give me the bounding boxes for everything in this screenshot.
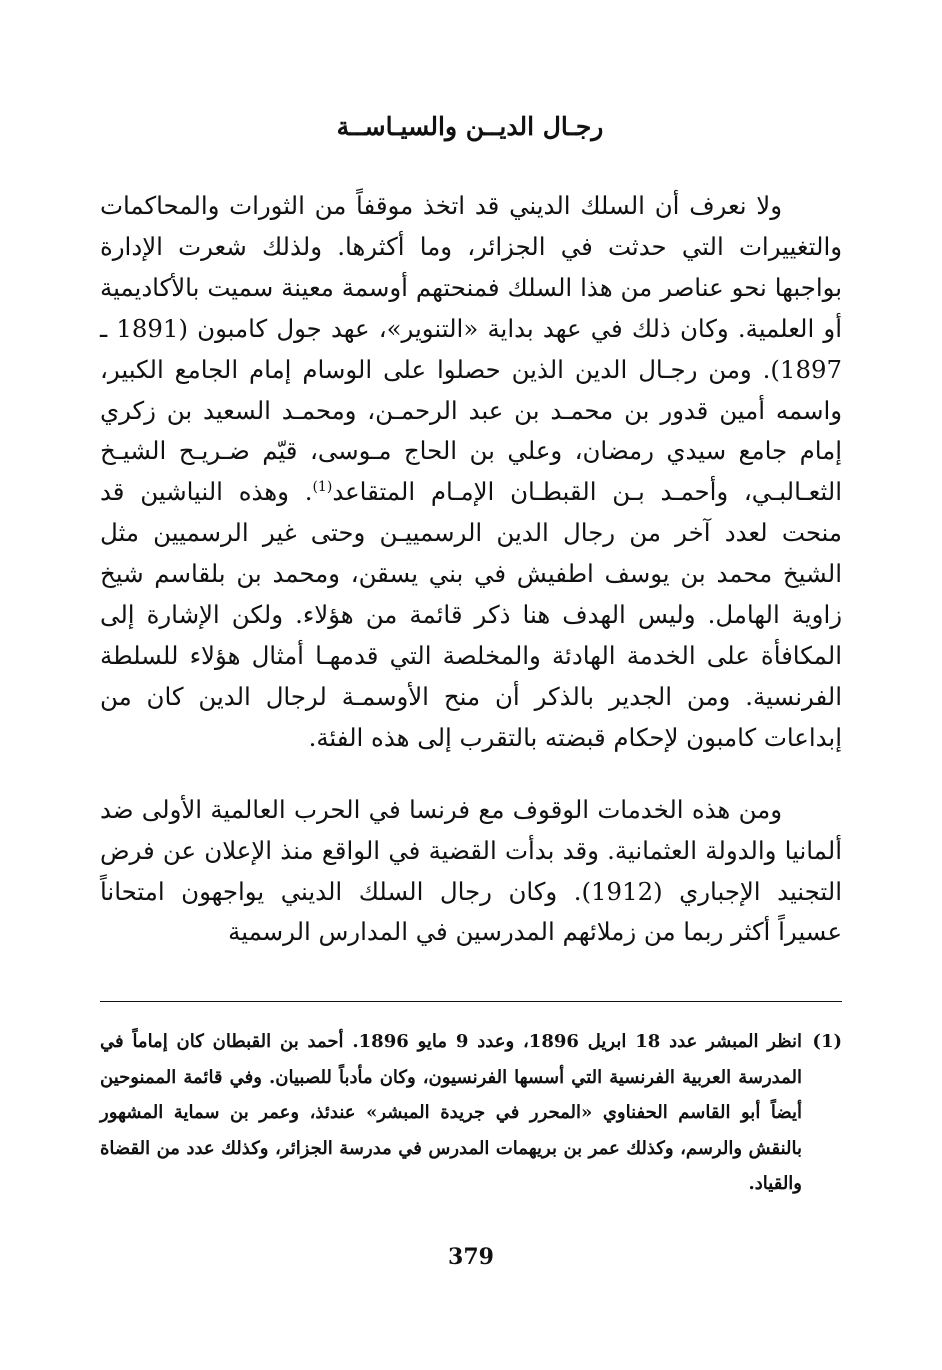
running-head: رجـال الديــن والسيـاســة: [336, 112, 604, 141]
footnote-number: (1): [812, 1031, 842, 1052]
paragraph-2: ومن هذه الخدمات الوقوف مع فرنسا في الحرب العالمية الأولى ضد ألمانيا والدولة العثمانية. وقد بدأت القضية في الواقع منذ الإعلان عن فرض التجنيد الإجباري (1912). وكان رجال السلك الديني يواجهون امتحاناً عسيراً أكثر ربما من زملائهم المدرسين في المدارس الرسمية: [100, 794, 842, 947]
paragraph-1-part-1: ولا نعرف أن السلك الديني قد اتخذ موقفاً من الثورات والمحاكمات والتغييرات التي حدثت في الجزائر، وما أكثرها. ولذلك شعرت الإدارة بواجبها نحو عناصر من هذا السلك فمنحتهم أوسمة معينة سميت بالأكاديمية أو العلمية. وكان ذلك في عهد بداية «التنوير»، عهد جول كامبون (1891 ـ 1897). ومن رجـال الدين الذين حصلوا على الوسام إمام الجامع الكبير، واسمه أمين قدور بن محمـد بن عبد الرحمـن، ومحمـد السعيد بن زكري إمام جامع سيدي رمضان، وعلي بن الحاج مـوسى، قيّم ضـريـح الشيـخ الثعـالبـي، وأحمـد بـن القبطـان الإمـام المتقاعد: [100, 191, 842, 507]
footnote-1: [100, 1024, 842, 1202]
body-text: [100, 186, 842, 953]
footnote-text: انظر المبشر عدد 18 ابريل 1896، وعدد 9 مايو 1896. أحمد بن القبطان كان إماماً في المدرسة العربية الفرنسية التي أسسها الفرنسيون، وكان مأدباً للصبيان. وفي قائمة الممنوحين أيضاً أبو القاسم الحفناوي «المحرر في جريدة المبشر» عندئذ، وعمر بن سماية المشهور بالنقش والرسم، وكذلك عمر بن بريهمات المدرس في مدرسة الجزائر، وكذلك عدد من القضاة والقياد.: [100, 1031, 802, 1194]
footnote-separator-rule: [100, 1001, 842, 1002]
paragraph-1: [100, 186, 842, 759]
footnotes: [100, 1024, 842, 1202]
footnote-reference: (1): [312, 479, 333, 496]
paragraph-1-part-2: . وهذه النياشين قد منحت لعدد آخر من رجال الدين الرسمييـن وحتى غير الرسميين مثل الشيخ محمد بن يوسف اطفيش في بني يسقن، ومحمد بن بلقاسم شيخ زاوية الهامل. وليس الهدف هنا ذكر قائمة من هؤلاء. ولكن الإشارة إلى المكافأة على الخدمة الهادئة والمخلصة التي قدمهـا أمثال هؤلاء للسلطة الفرنسية. ومن الجدير بالذكر أن منح الأوسمـة لرجال الدين كان من إبداعات كامبون لإحكام قبضته بالتقرب إلى هذه الفئة.: [100, 477, 842, 752]
page-number: 379: [448, 1244, 494, 1270]
